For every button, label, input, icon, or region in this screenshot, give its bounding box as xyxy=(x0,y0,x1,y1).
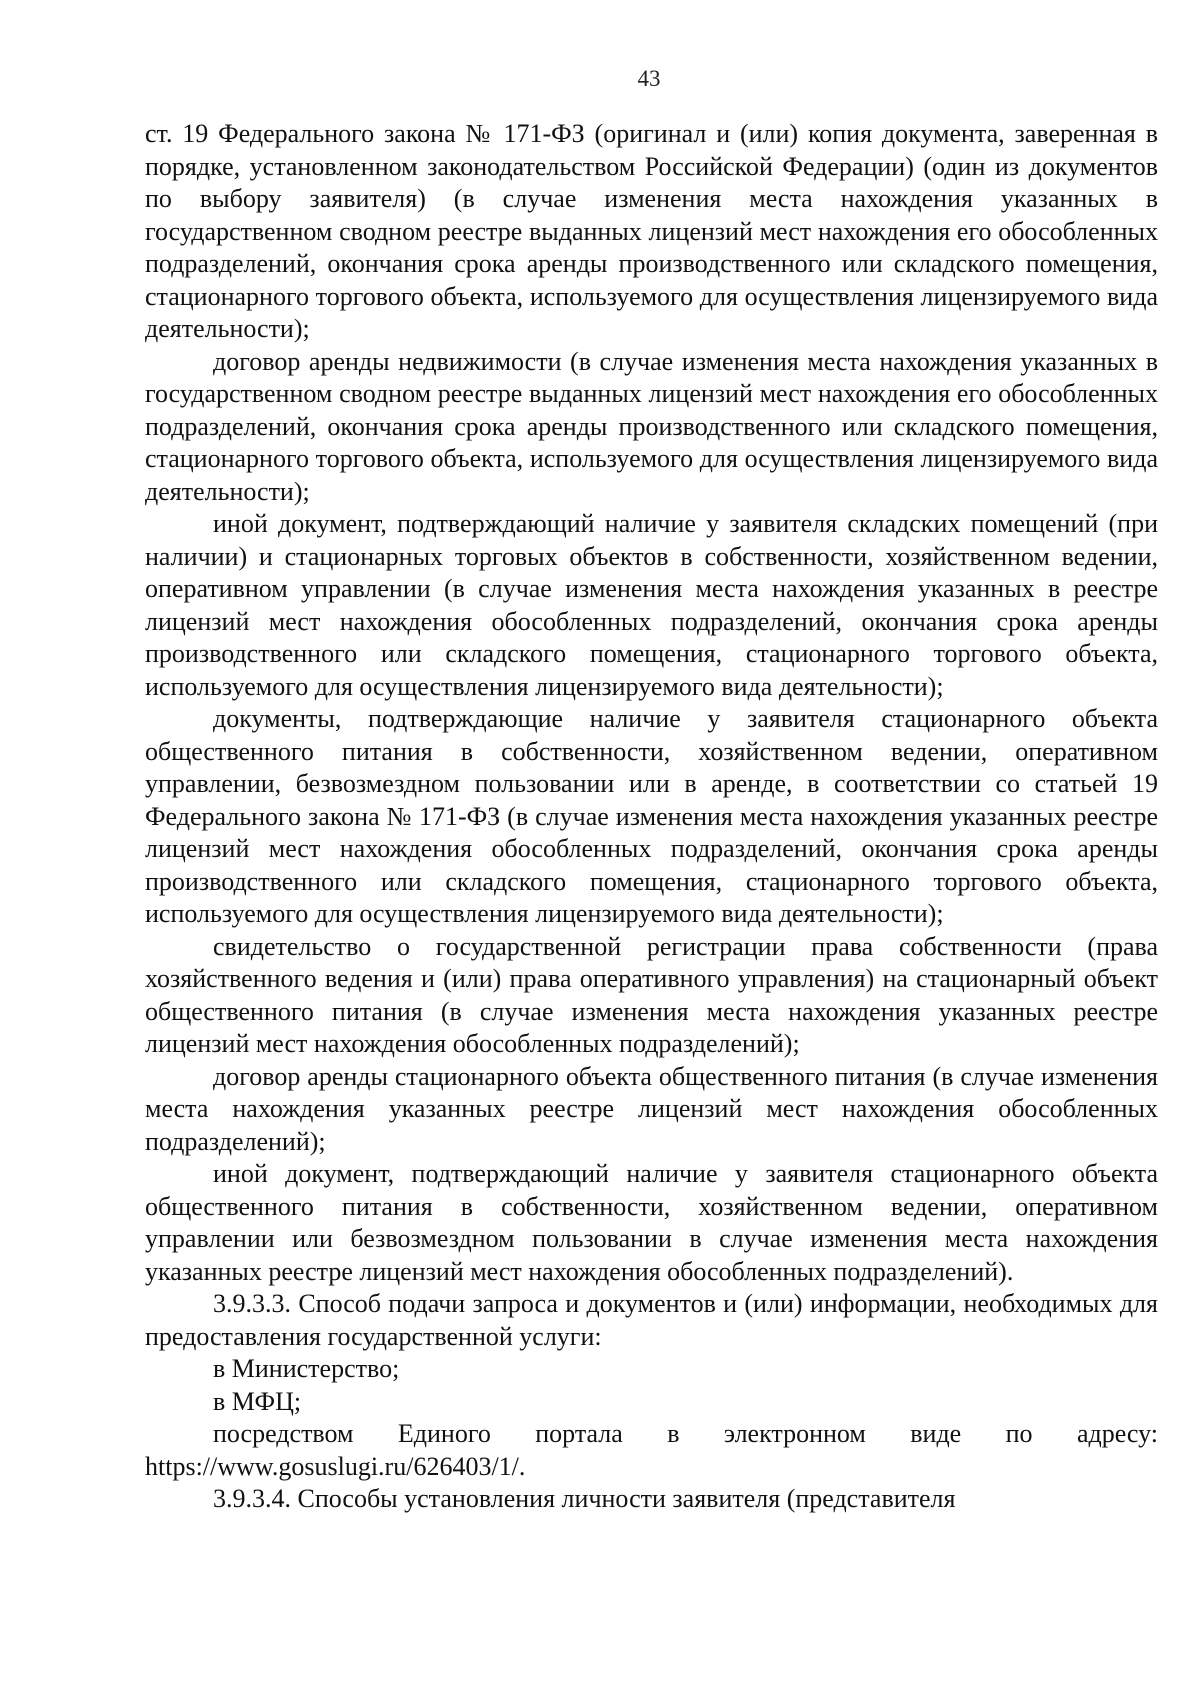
paragraph-article-19: ст. 19 Федерального закона № 171-ФЗ (оригинал и (или) копия документа, заверенная в порядке, установленном законодательством Российской Федерации) (один из документов по выбору заявителя) (в случае изменения места нахождения указанных в государственном сводном реестре выданных лицензий мест нахождения его обособленных подразделений, окончания срока аренды производственного или складского помещения, стационарного торгового объекта, используемого для осуществления лицензируемого вида деятельности); xyxy=(145,119,1158,343)
paragraph-other-document-warehouse: иной документ, подтверждающий наличие у заявителя складских помещений (при наличии) и стационарных торговых объектов в собственности, хозяйственном ведении, оперативном управлении (в случае изменения места нахождения указанных в реестре лицензий мест нахождения обособленных подразделений, окончания срока аренды производственного или складского помещения, стационарного торгового объекта, используемого для осуществления лицензируемого вида деятельности); xyxy=(145,509,1158,701)
document-body xyxy=(145,118,1158,1516)
paragraph-other-document-catering: иной документ, подтверждающий наличие у заявителя стационарного объекта общественного питания в собственности, хозяйственном ведении, оперативном управлении или безвозмездном пользовании в случае изменения места нахождения указанных реестре лицензий мест нахождения обособленных подразделений). xyxy=(145,1159,1158,1286)
paragraph-section-3-9-3-3: 3.9.3.3. Способ подачи запроса и документов и (или) информации, необходимых для предоставления государственной услуги: xyxy=(145,1289,1158,1351)
paragraph-lease-agreement: договор аренды недвижимости (в случае изменения места нахождения указанных в государственном сводном реестре выданных лицензий мест нахождения его обособленных подразделений, окончания срока аренды производственного или складского помещения, стационарного торгового объекта, используемого для осуществления лицензируемого вида деятельности); xyxy=(145,346,1158,506)
list-item-unified-portal: посредством Единого портала в электронном виде по адресу: https://www.gosuslugi.ru/626403/1/. xyxy=(145,1419,1158,1481)
list-item-mfc: в МФЦ; xyxy=(213,1386,302,1416)
paragraph-catering-lease: договор аренды стационарного объекта общественного питания (в случае изменения места нахождения указанных реестре лицензий мест нахождения обособленных подразделений); xyxy=(145,1061,1158,1156)
paragraph-registration-certificate: свидетельство о государственной регистрации права собственности (права хозяйственного ведения и (или) права оперативного управления) на стационарный объект общественного питания (в случае изменения места нахождения указанных реестре лицензий мест нахождения обособленных подразделений); xyxy=(145,931,1158,1058)
paragraph-section-3-9-3-4: 3.9.3.4. Способы установления личности заявителя (представителя xyxy=(213,1484,956,1513)
page-number: 43 xyxy=(637,66,661,91)
paragraph-catering-documents: документы, подтверждающие наличие у заявителя стационарного объекта общественного питания в собственности, хозяйственном ведении, оперативном управлении, безвозмездном пользовании или в аренде, в соответствии со статьей 19 Федерального закона № 171-ФЗ (в случае изменения места нахождения указанных реестре лицензий мест нахождения обособленных подразделений, окончания срока аренды производственного или складского помещения, стационарного торгового объекта, используемого для осуществления лицензируемого вида деятельности); xyxy=(145,704,1158,928)
list-item-ministry: в Министерство; xyxy=(213,1354,400,1383)
